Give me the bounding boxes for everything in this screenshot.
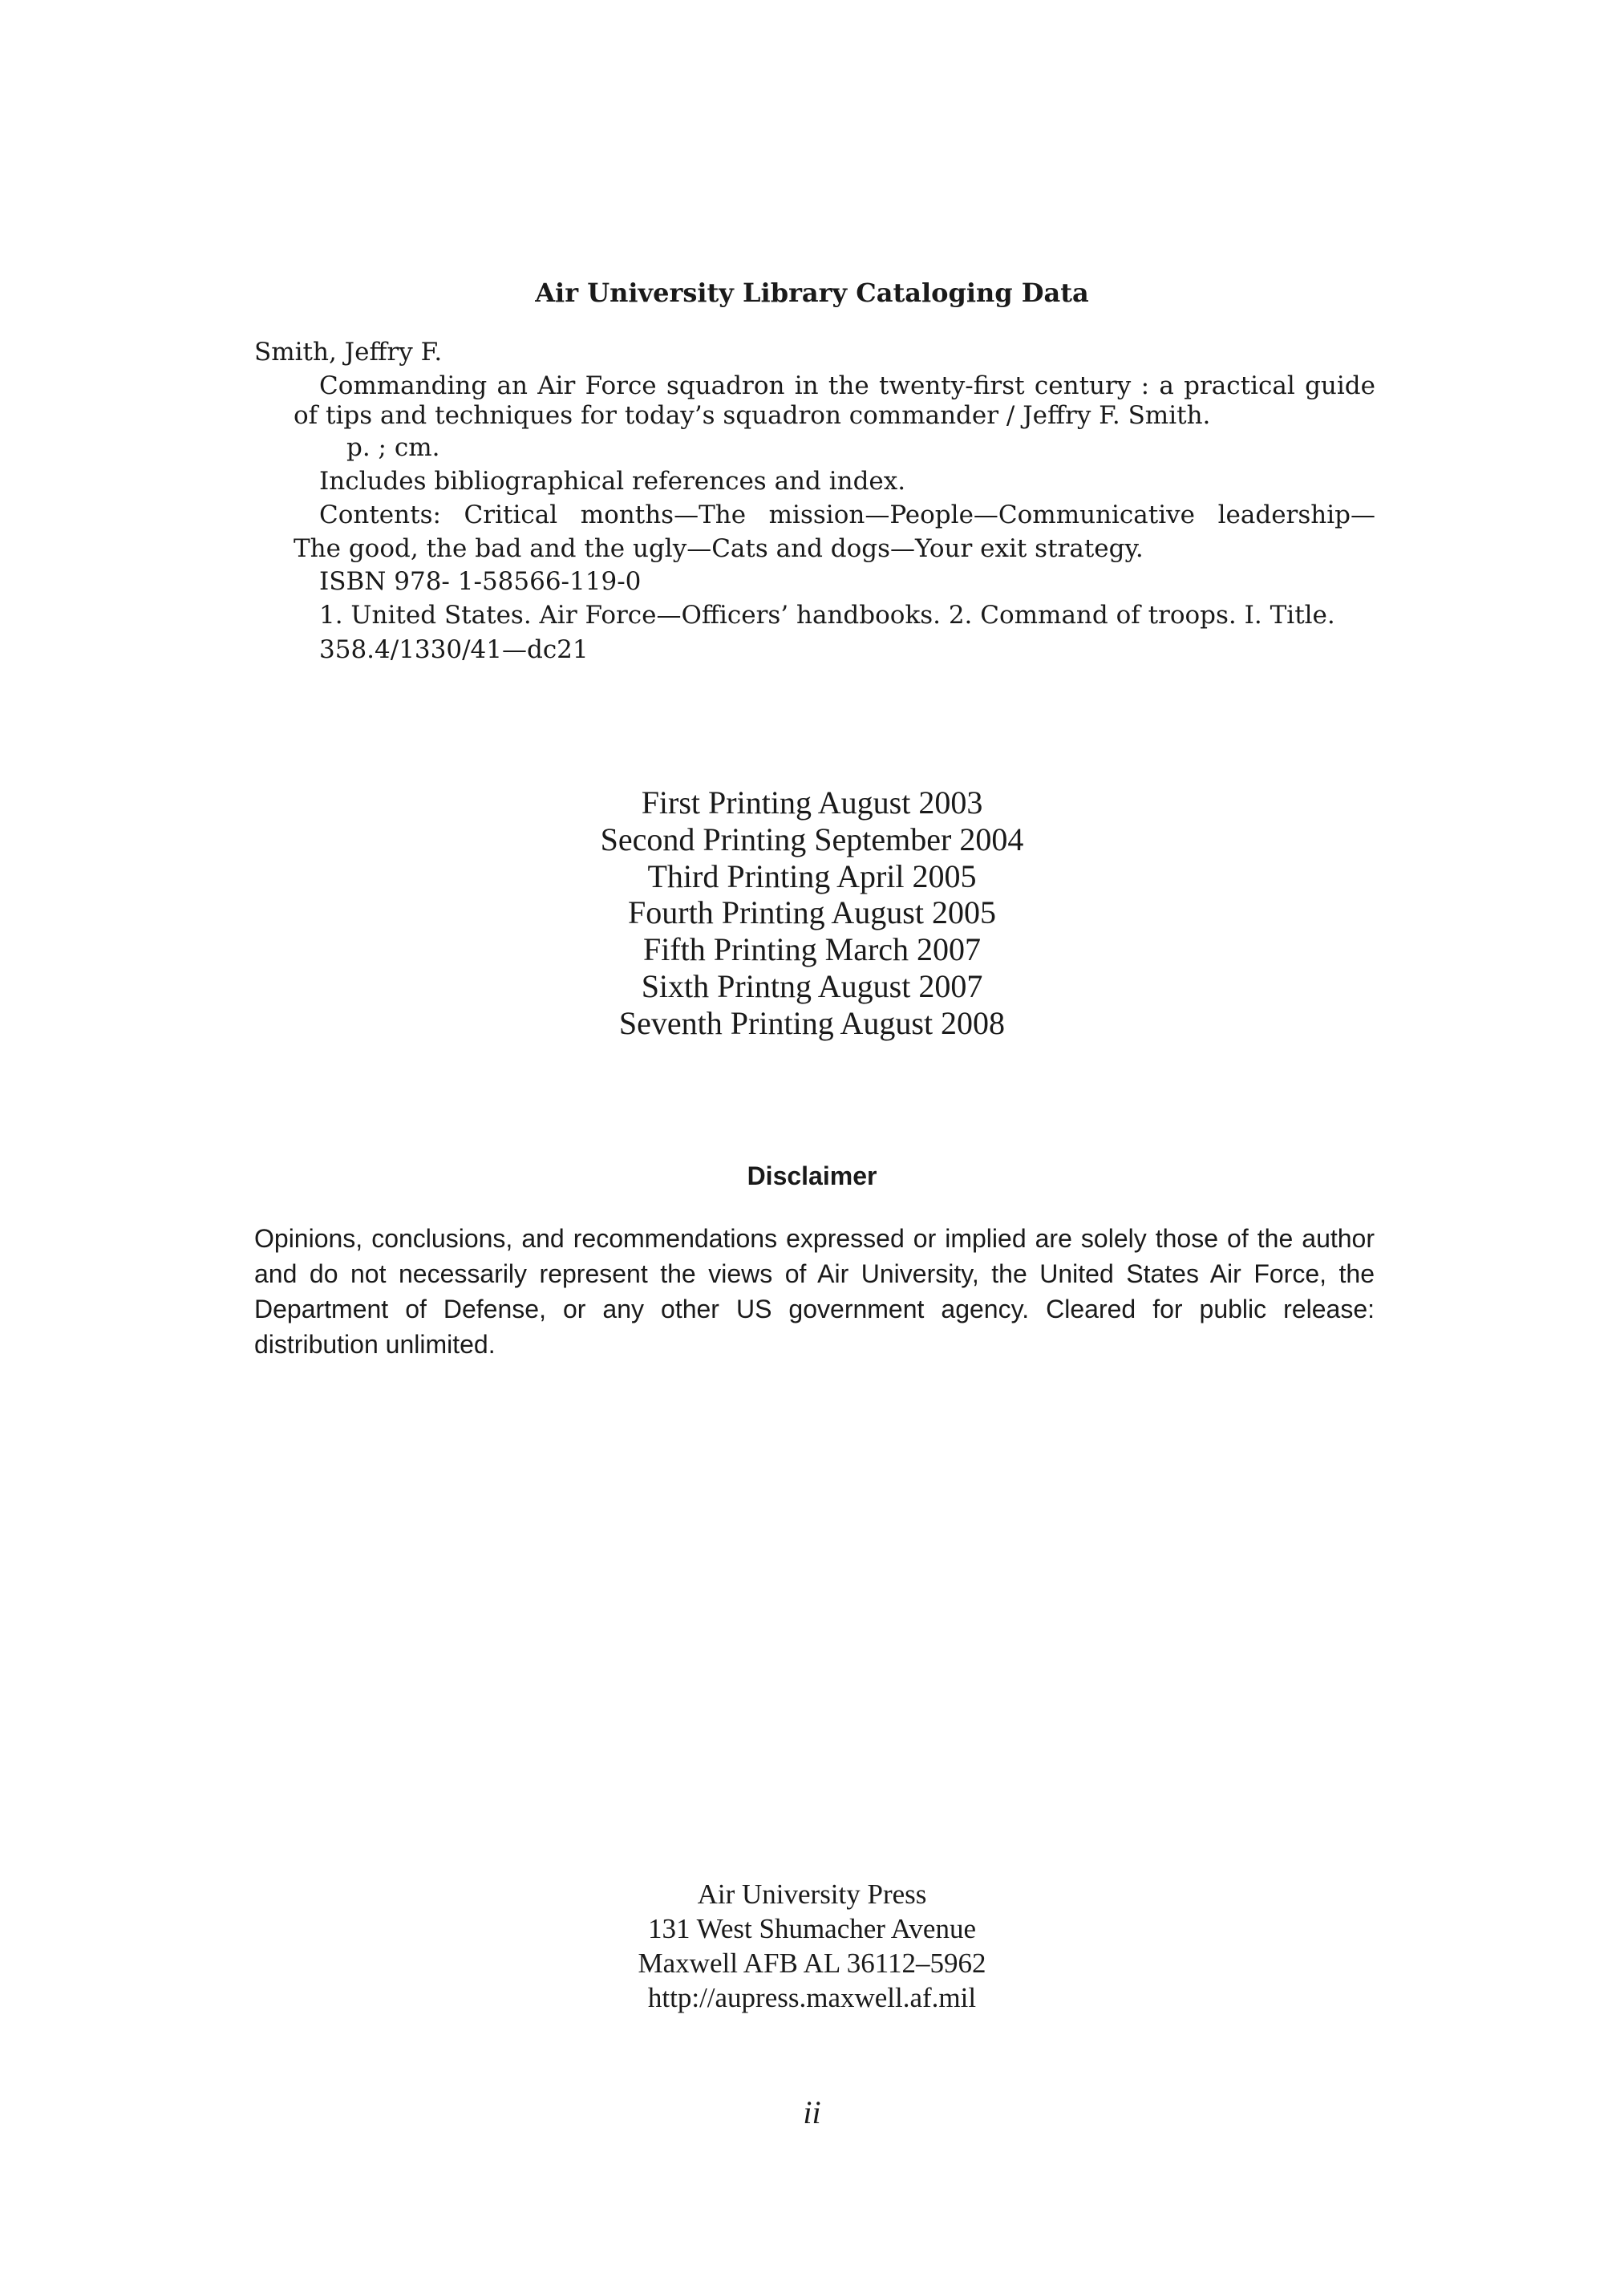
disclaimer-title: Disclaimer [747,1161,877,1190]
printing-history [0,784,1624,1042]
disclaimer-body: Opinions, conclusions, and recommendations expressed or implied are solely those of the author and do not necessarily represent the views of Air University, the United States Air Force, the Department of Defense, or any other US government agency. Cleared for public release: distribution unlimited. [254,1224,1375,1359]
publisher-name: Air University Press [697,1879,927,1910]
printing-line: Fifth Printing March 2007 [642,931,982,968]
catalog-contents-line-2: The good, the bad and the ugly—Cats and dogs—Your exit strategy. [294,534,1144,563]
page-number: ii [803,2094,821,2130]
printing-line: Sixth Printng August 2007 [641,967,983,1004]
printing-line: First Printing August 2003 [641,784,983,821]
catalog-isbn: ISBN 978- 1-58566-119-0 [319,567,642,596]
catalog-physical: p. ; cm. [346,433,440,462]
printing-line: Seventh Printing August 2008 [618,1004,1006,1041]
publisher-street: 131 West Shumacher Avenue [648,1913,976,1944]
publisher-city: Maxwell AFB AL 36112–5962 [638,1948,986,1979]
catalog-classification: 358.4/1330/41—dc21 [319,635,589,664]
publisher-url: http://aupress.maxwell.af.mil [647,1982,977,2013]
catalog-heading: Air University Library Cataloging Data [535,278,1089,308]
catalog-contents-line-1: Contents: Critical months—The mission—People—Communicative leadership— [319,501,1375,529]
catalog-subjects: 1. United States. Air Force—Officers’ handbooks. 2. Command of troops. I. Title. [319,601,1335,630]
catalog-notes: Includes bibliographical references and index. [319,467,906,496]
printing-line: Second Printing September 2004 [600,821,1024,857]
publisher-address [0,1877,1624,2015]
printing-line: Fourth Printing August 2005 [628,894,996,931]
catalog-title-line-2: of tips and techniques for today’s squadron commander / Jeffry F. Smith. [294,401,1211,430]
catalog-author: Smith, Jeffry F. [254,338,443,367]
printing-line: Third Printing April 2005 [647,857,977,894]
catalog-title-line-1: Commanding an Air Force squadron in the twenty-first century : a practical guide [319,371,1375,400]
